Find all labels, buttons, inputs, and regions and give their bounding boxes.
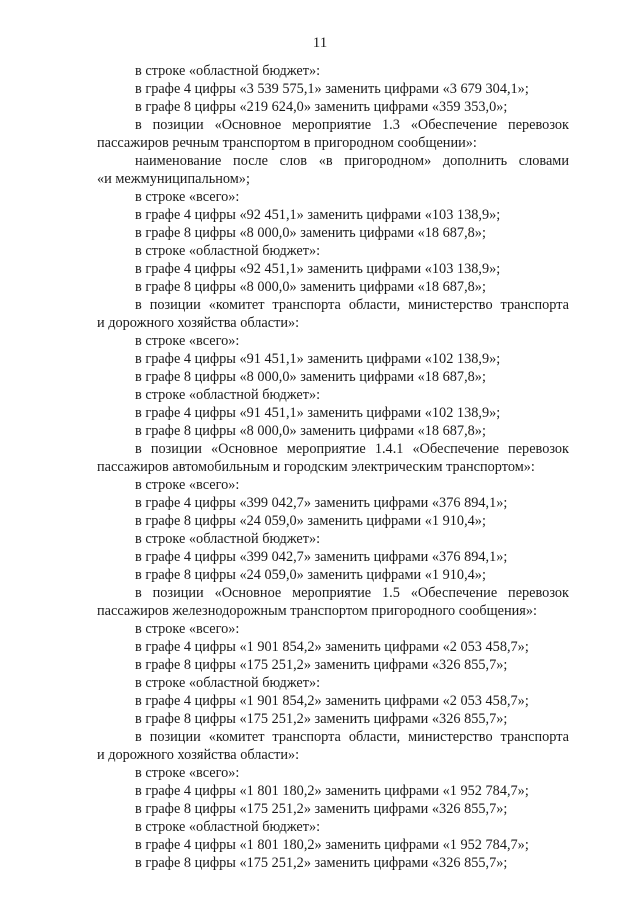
- text-line: в строке «всего»:: [135, 621, 240, 637]
- text-line: в графе 8 цифры «175 251,2» заменить цифрами «326 855,7»;: [135, 855, 508, 871]
- text-line: в графе 4 цифры «91 451,1» заменить цифрами «102 138,9»;: [135, 351, 501, 367]
- text-line: в графе 4 цифры «399 042,7» заменить цифрами «376 894,1»;: [135, 549, 508, 565]
- text-line: в графе 8 цифры «175 251,2» заменить цифрами «326 855,7»;: [135, 711, 508, 727]
- text-line: в графе 4 цифры «1 901 854,2» заменить цифрами «2 053 458,7»;: [135, 639, 529, 655]
- text-line: в строке «областной бюджет»:: [135, 819, 321, 835]
- text-line: в строке «областной бюджет»:: [135, 243, 321, 259]
- text-line: в графе 8 цифры «8 000,0» заменить цифрами «18 687,8»;: [135, 369, 486, 385]
- text-line: в позиции «Основное мероприятие 1.4.1 «Обеспечение перевозок: [135, 441, 569, 457]
- page-number: 11: [312, 35, 328, 51]
- text-line: в строке «всего»:: [135, 765, 240, 781]
- text-line: в строке «областной бюджет»:: [135, 63, 321, 79]
- text-line: в позиции «комитет транспорта области, министерство транспорта: [135, 729, 569, 745]
- text-line: в графе 8 цифры «175 251,2» заменить цифрами «326 855,7»;: [135, 801, 508, 817]
- text-line: в графе 4 цифры «1 801 180,2» заменить цифрами «1 952 784,7»;: [135, 837, 529, 853]
- text-line: в графе 4 цифры «399 042,7» заменить цифрами «376 894,1»;: [135, 495, 508, 511]
- text-line: в графе 4 цифры «3 539 575,1» заменить цифрами «3 679 304,1»;: [135, 81, 529, 97]
- text-line: в графе 8 цифры «175 251,2» заменить цифрами «326 855,7»;: [135, 657, 508, 673]
- text-line: в графе 8 цифры «8 000,0» заменить цифрами «18 687,8»;: [135, 225, 486, 241]
- text-line: в графе 4 цифры «1 901 854,2» заменить цифрами «2 053 458,7»;: [135, 693, 529, 709]
- text-line: пассажиров железнодорожным транспортом пригородного сообщения»:: [97, 603, 537, 619]
- text-line: в строке «областной бюджет»:: [135, 675, 321, 691]
- text-line: и дорожного хозяйства области»:: [97, 747, 300, 763]
- text-line: в позиции «Основное мероприятие 1.5 «Обеспечение перевозок: [135, 585, 569, 601]
- text-line: в графе 4 цифры «91 451,1» заменить цифрами «102 138,9»;: [135, 405, 501, 421]
- text-line: в графе 8 цифры «8 000,0» заменить цифрами «18 687,8»;: [135, 423, 486, 439]
- text-line: наименование после слов «в пригородном» дополнить словами: [135, 153, 569, 169]
- text-line: пассажиров речным транспортом в пригородном сообщении»:: [97, 135, 477, 151]
- text-line: в строке «областной бюджет»:: [135, 531, 321, 547]
- document-body: [97, 62, 569, 872]
- text-line: в графе 8 цифры «24 059,0» заменить цифрами «1 910,4»;: [135, 567, 486, 583]
- text-line: «и межмуниципальном»;: [97, 171, 250, 187]
- text-line: пассажиров автомобильным и городским электрическим транспортом»:: [97, 459, 535, 475]
- text-line: в графе 4 цифры «1 801 180,2» заменить цифрами «1 952 784,7»;: [135, 783, 529, 799]
- text-line: в графе 8 цифры «8 000,0» заменить цифрами «18 687,8»;: [135, 279, 486, 295]
- text-line: в графе 4 цифры «92 451,1» заменить цифрами «103 138,9»;: [135, 207, 501, 223]
- text-line: в позиции «комитет транспорта области, министерство транспорта: [135, 297, 569, 313]
- text-line: в графе 8 цифры «24 059,0» заменить цифрами «1 910,4»;: [135, 513, 486, 529]
- text-line: в строке «всего»:: [135, 477, 240, 493]
- text-line: в строке «областной бюджет»:: [135, 387, 321, 403]
- text-line: в графе 4 цифры «92 451,1» заменить цифрами «103 138,9»;: [135, 261, 501, 277]
- text-line: в строке «всего»:: [135, 189, 240, 205]
- text-line: и дорожного хозяйства области»:: [97, 315, 300, 331]
- text-line: в позиции «Основное мероприятие 1.3 «Обеспечение перевозок: [135, 117, 569, 133]
- text-line: в строке «всего»:: [135, 333, 240, 349]
- text-line: в графе 8 цифры «219 624,0» заменить цифрами «359 353,0»;: [135, 99, 508, 115]
